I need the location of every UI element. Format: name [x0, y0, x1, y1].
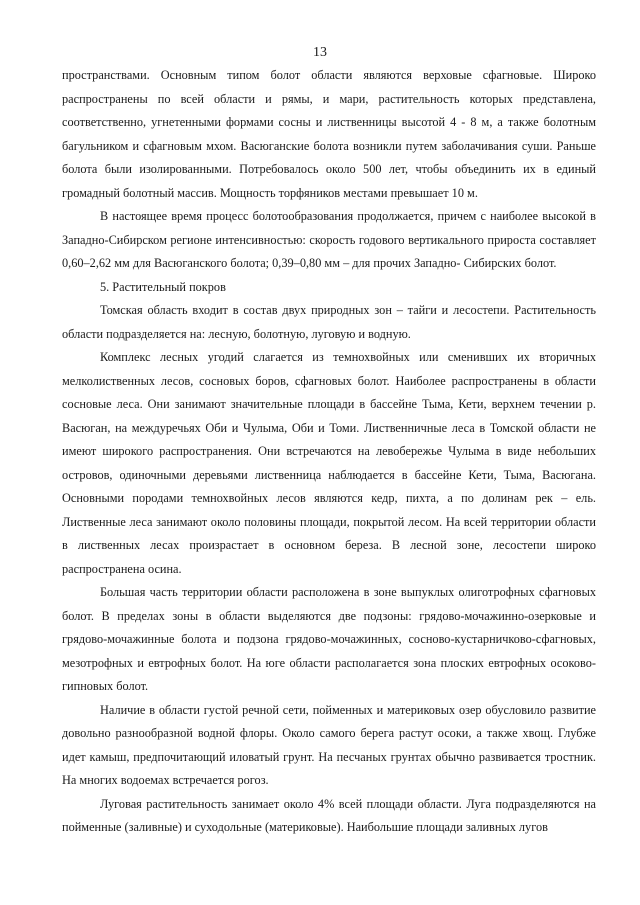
paragraph-continuation: пространствами. Основным типом болот области являются верховые сфагновые. Широко распространены по всей области и рямы, и мари, растительность которых представлена, соответственно, угнетенными формами сосны и лиственницы высотой 4 - 8 м, а также болотным багульником и сфагновым мхом. Васюганские болота возникли путем заболачивания суши. Раньше болота были изолированными. Потребовалось около 500 лет, чтобы объединить их в единый громадный болотный массив. Мощность торфяников местами превышает 10 м. [62, 68, 596, 200]
page-body [62, 64, 596, 840]
paragraph-aquatic-flora: Наличие в области густой речной сети, пойменных и материковых озер обусловило развитие довольно разнообразной водной флоры. Около самого берега растут осоки, а также хвощ. Глубже идет камыш, предпочитающий иловатый грунт. На песчаных грунтах обычно развивается тростник. На многих водоемах встречается рогоз. [62, 702, 596, 787]
section-heading: 5. Растительный покров [100, 279, 226, 294]
paragraph-swamps: Большая часть территории области расположена в зоне выпуклых олиготрофных сфагновых болот. В пределах зоны в области выделяются две подзоны: грядово-мочажинно-озерковые и грядово-мочажинные болота и подзона грядово-мочажинных, сосново-кустарничково-сфагновых, мезотрофных и евтрофных болот. На юге области располагается зона плоских евтрофных осоково-гипновых болот. [62, 585, 596, 693]
paragraph-forests: Комплекс лесных угодий слагается из темнохвойных или сменивших их вторичных мелколиственных лесов, сосновых боров, сфагновых болот. Наиболее распространены в области сосновые леса. Они занимают значительные площади в бассейне Тыма, Кети, верхнем течении р. Васюган, на междуречьях Оби и Чулыма, Оби и Томи. Лиственничные леса в Томской области не имеют широкого распространения. Они встречаются на левобережье Чулыма в виде небольших островов, одиночными деревьями лиственница наблюдается в бассейне Кети, Тыма, Васюгана. Основными породами темнохвойных лесов являются кедр, пихта, а по долинам рек – ель. Лиственные леса занимают около половины площади, покрытой лесом. На всей территории области в лиственных лесах произрастает в основном береза. В лесной зоне, лесостепи широко распространена осина. [62, 350, 596, 576]
paragraph-swamp-formation: В настоящее время процесс болотообразования продолжается, причем с наиболее высокой в Западно-Сибирском регионе интенсивностью: скорость годового вертикального прироста составляет 0,60–2,62 мм для Васюганского болота; 0,39–0,80 мм – для прочих Западно- Сибирских болот. [62, 209, 596, 270]
paragraph-meadows: Луговая растительность занимает около 4% всей площади области. Луга подразделяются на пойменные (заливные) и суходольные (материковые). Наибольшие площади заливных лугов [62, 796, 596, 834]
page-number: 13 [313, 45, 327, 60]
paragraph-natural-zones: Томская область входит в состав двух природных зон – тайги и лесостепи. Растительность области подразделяется на: лесную, болотную, луговую и водную. [62, 303, 596, 341]
